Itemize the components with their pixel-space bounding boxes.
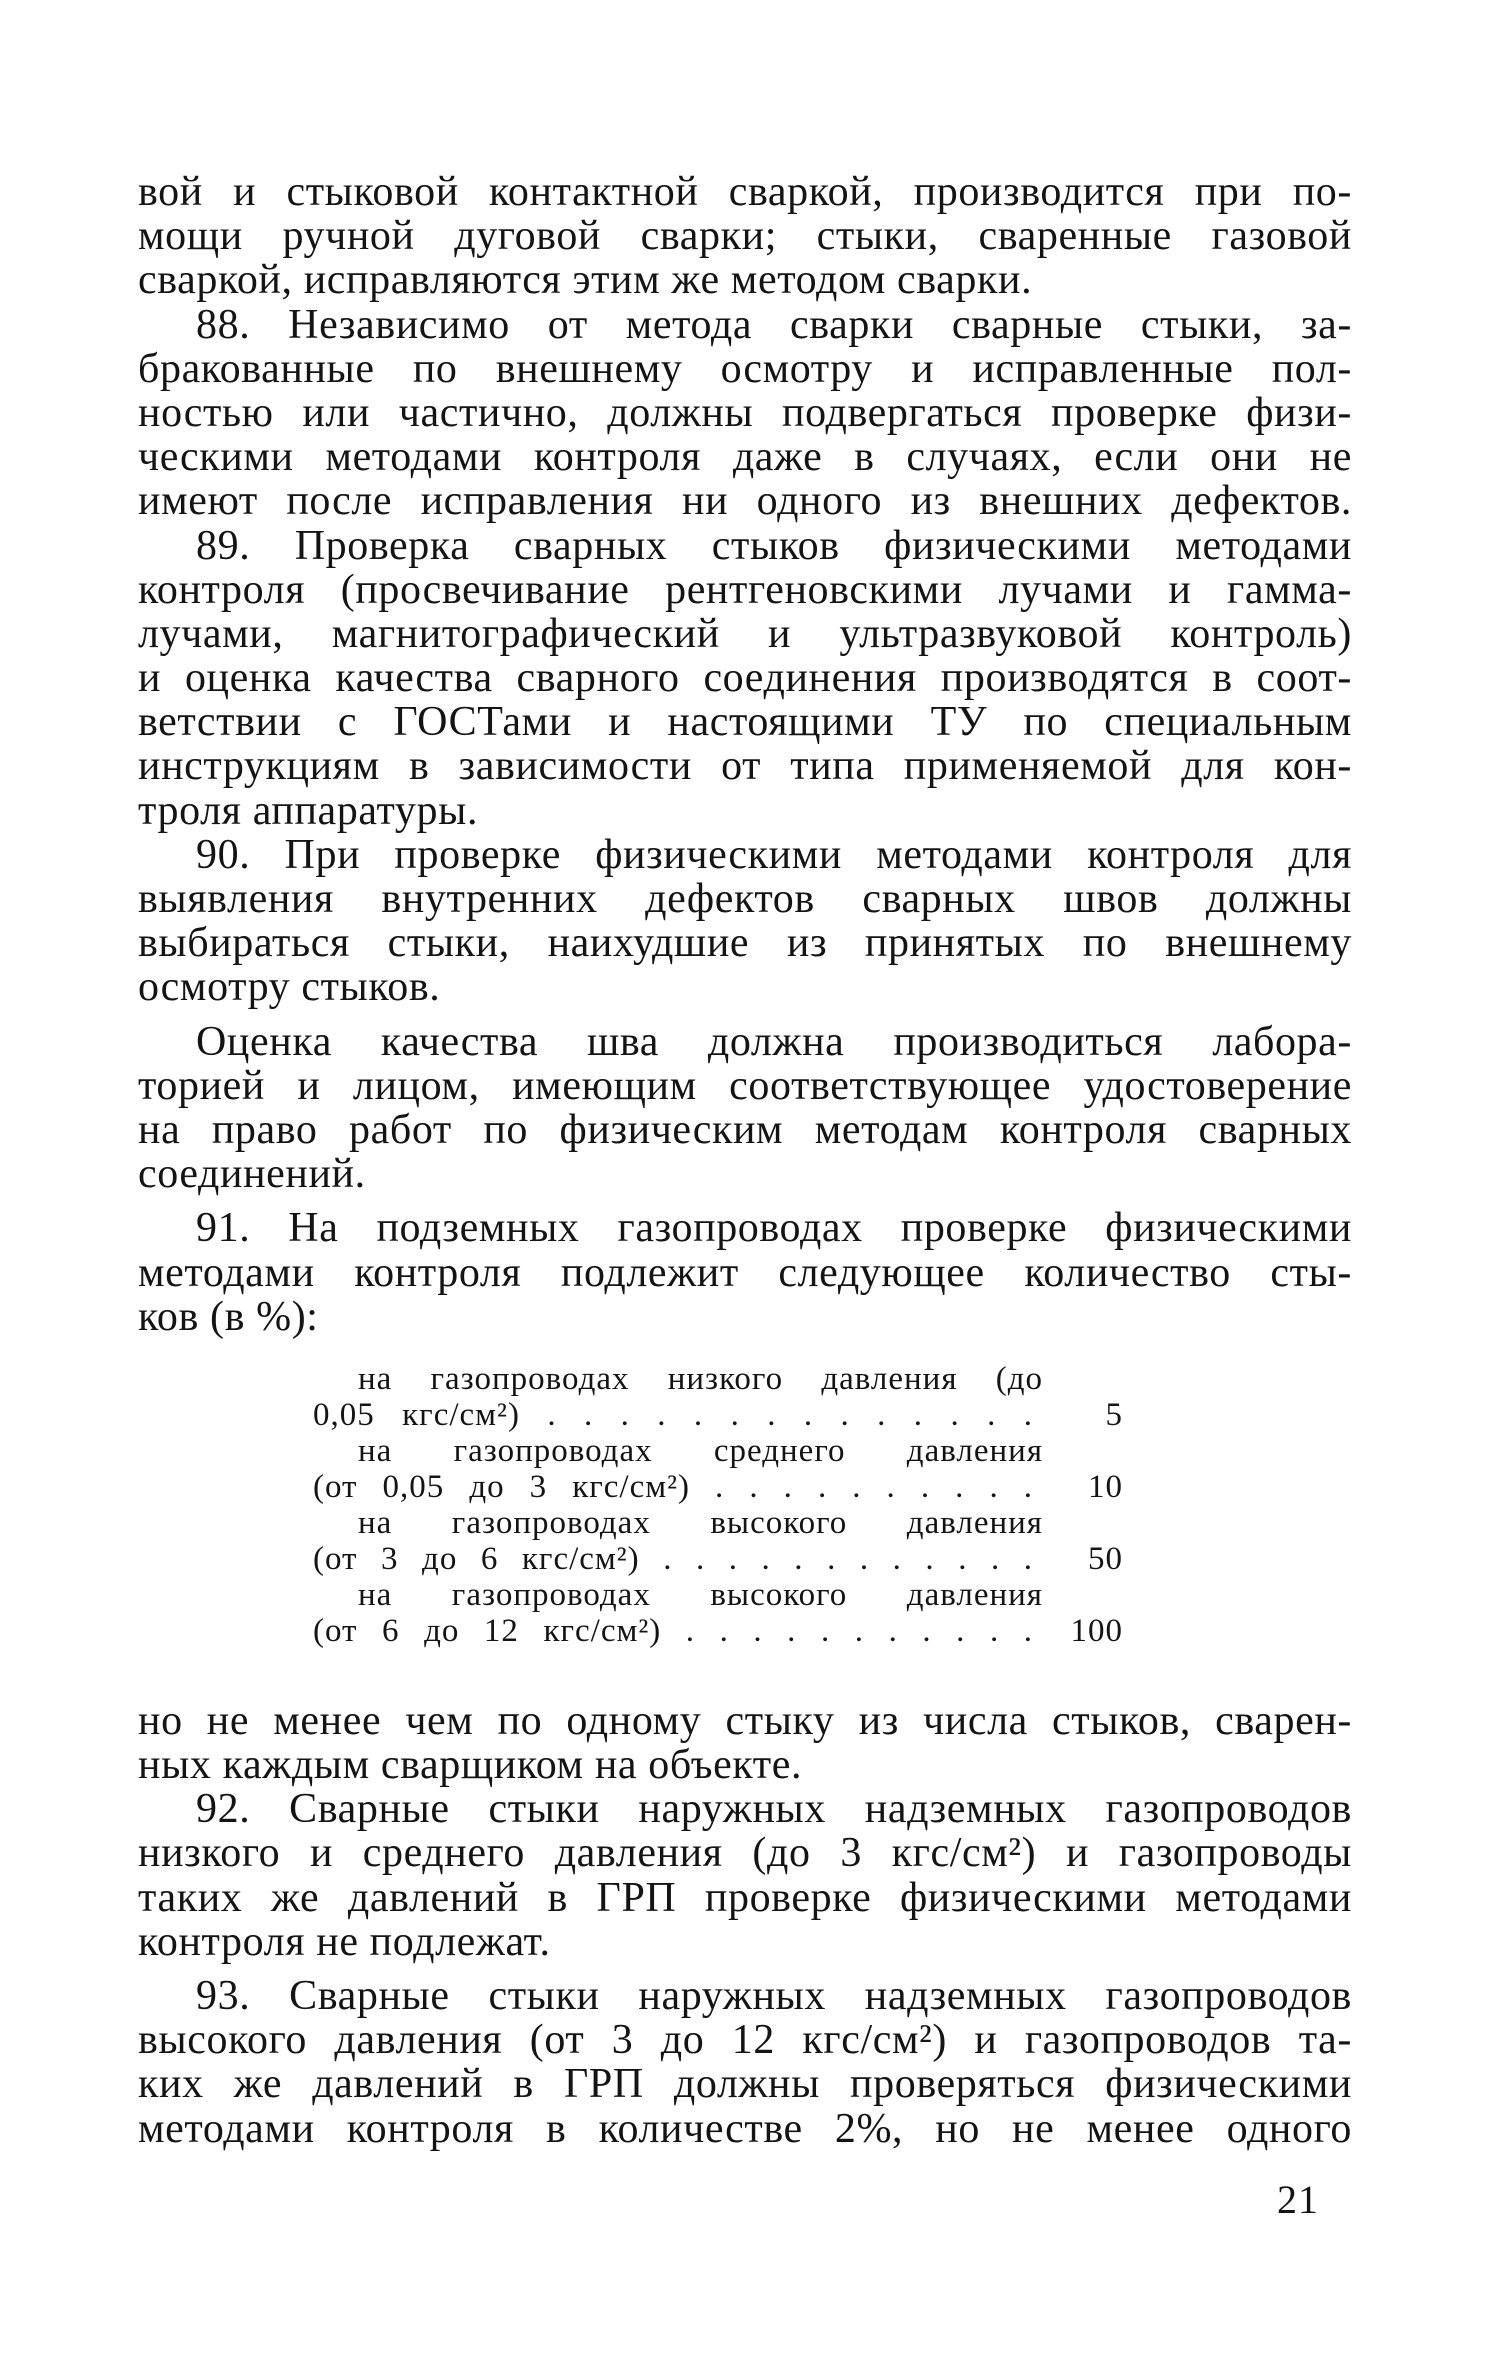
text-line: выбираться стыки, наихудшие из принятых по внешнему <box>138 920 1352 967</box>
text-line: 92. Сварные стыки наружных надземных газопроводов <box>196 1786 1352 1833</box>
text-line: ческими методами контроля даже в случаях, если они не <box>138 434 1352 481</box>
text-line: но не менее чем по одному стыку из числа стыков, сварен- <box>138 1697 1352 1744</box>
row-head: на газопроводах низкого давления (до <box>358 1360 1043 1397</box>
page-body <box>138 170 1352 2151</box>
text-line: троля аппаратуры. <box>138 787 479 834</box>
text-line: соединений. <box>138 1151 366 1198</box>
paragraph-87-end <box>138 170 1352 303</box>
row-value: 100 <box>1070 1612 1123 1649</box>
text-line: методами контроля подлежит следующее количество сты- <box>138 1249 1352 1296</box>
row-range: (от 0,05 до 3 кгс/см²) . . . . . . . . . . <box>313 1468 1033 1505</box>
paragraph-89 <box>138 524 1352 833</box>
text-line: ков (в %): <box>138 1293 319 1340</box>
paragraph-88 <box>138 303 1352 524</box>
text-line: 88. Независимо от метода сварки сварные стыки, за- <box>196 301 1352 348</box>
table-row <box>313 1361 1168 1433</box>
row-head: на газопроводах среднего давления <box>358 1432 1043 1469</box>
row-range: (от 6 до 12 кгс/см²) . . . . . . . . . . . <box>313 1612 1033 1649</box>
text-line: таких же давлений в ГРП проверке физическими методами <box>138 1874 1352 1921</box>
text-line: вой и стыковой контактной сваркой, производится при по- <box>138 169 1352 215</box>
paragraph-92 <box>138 1787 1352 1964</box>
text-line: Оценка качества шва должна производиться лабора- <box>196 1018 1352 1065</box>
paragraph-90 <box>138 833 1352 1010</box>
text-line: бракованные по внешнему осмотру и исправленные пол- <box>138 345 1352 392</box>
text-line: 90. При проверке физическими методами контроля для <box>196 831 1352 878</box>
text-line: имеют после исправления ни одного из внешних дефектов. <box>138 478 1352 525</box>
paragraph-91-end <box>138 1699 1352 1787</box>
row-value: 50 <box>1088 1540 1123 1577</box>
paragraph-90-continued <box>138 1020 1352 1197</box>
text-line: контроля (просвечивание рентгеновскими лучами и гамма- <box>138 566 1352 613</box>
row-value: 5 <box>1105 1396 1123 1433</box>
text-line: и оценка качества сварного соединения производятся в соот- <box>138 655 1352 702</box>
table-row <box>313 1505 1168 1577</box>
text-line: на право работ по физическим методам контроля сварных <box>138 1106 1352 1153</box>
page-number: 21 <box>1277 2177 1319 2222</box>
text-line: осмотру стыков. <box>138 964 441 1011</box>
text-line: высокого давления (от 3 до 12 кгс/см²) и газопроводов та- <box>138 2017 1352 2064</box>
text-line: 89. Проверка сварных стыков физическими методами <box>196 522 1352 569</box>
row-range: (от 3 до 6 кгс/см²) . . . . . . . . . . . . <box>313 1540 1033 1577</box>
text-line: выявления внутренних дефектов сварных швов должны <box>138 876 1352 922</box>
text-line: 91. На подземных газопроводах проверке физическими <box>196 1205 1352 1252</box>
text-line: торией и лицом, имеющим соответствующее удостоверение <box>138 1062 1352 1109</box>
text-line: инструкциям в зависимости от типа применяемой для кон- <box>138 743 1352 790</box>
text-line: мощи ручной дуговой сварки; стыки, сваренные газовой <box>138 213 1352 260</box>
text-line: ветствии с ГОСТами и настоящими ТУ по специальным <box>138 699 1352 746</box>
text-line: методами контроля в количестве 2%, но не менее одного <box>138 2105 1352 2152</box>
text-line: ких же давлений в ГРП должны проверяться физическими <box>138 2061 1352 2108</box>
row-range: 0,05 кгс/см²) . . . . . . . . . . . . . . <box>313 1396 1033 1433</box>
text-line: лучами, магнитографический и ультразвуковой контроль) <box>138 610 1352 657</box>
inspection-percentage-table <box>313 1361 1168 1649</box>
text-line: сваркой, исправляются этим же методом сварки. <box>138 257 1033 304</box>
text-line: низкого и среднего давления (до 3 кгс/см²) и газопроводы <box>138 1830 1352 1877</box>
paragraph-91 <box>138 1206 1352 1339</box>
row-head: на газопроводах высокого давления <box>358 1576 1043 1613</box>
row-value: 10 <box>1088 1468 1123 1505</box>
text-line: 93. Сварные стыки наружных надземных газопроводов <box>196 1973 1352 2019</box>
paragraph-93 <box>138 1974 1352 2151</box>
table-row <box>313 1433 1168 1505</box>
text-line: контроля не подлежат. <box>138 1918 551 1965</box>
text-line: ностью или частично, должны подвергаться проверке физи- <box>138 389 1352 436</box>
text-line: ных каждым сварщиком на объекте. <box>138 1742 803 1789</box>
row-head: на газопроводах высокого давления <box>358 1504 1043 1541</box>
table-row <box>313 1577 1168 1649</box>
